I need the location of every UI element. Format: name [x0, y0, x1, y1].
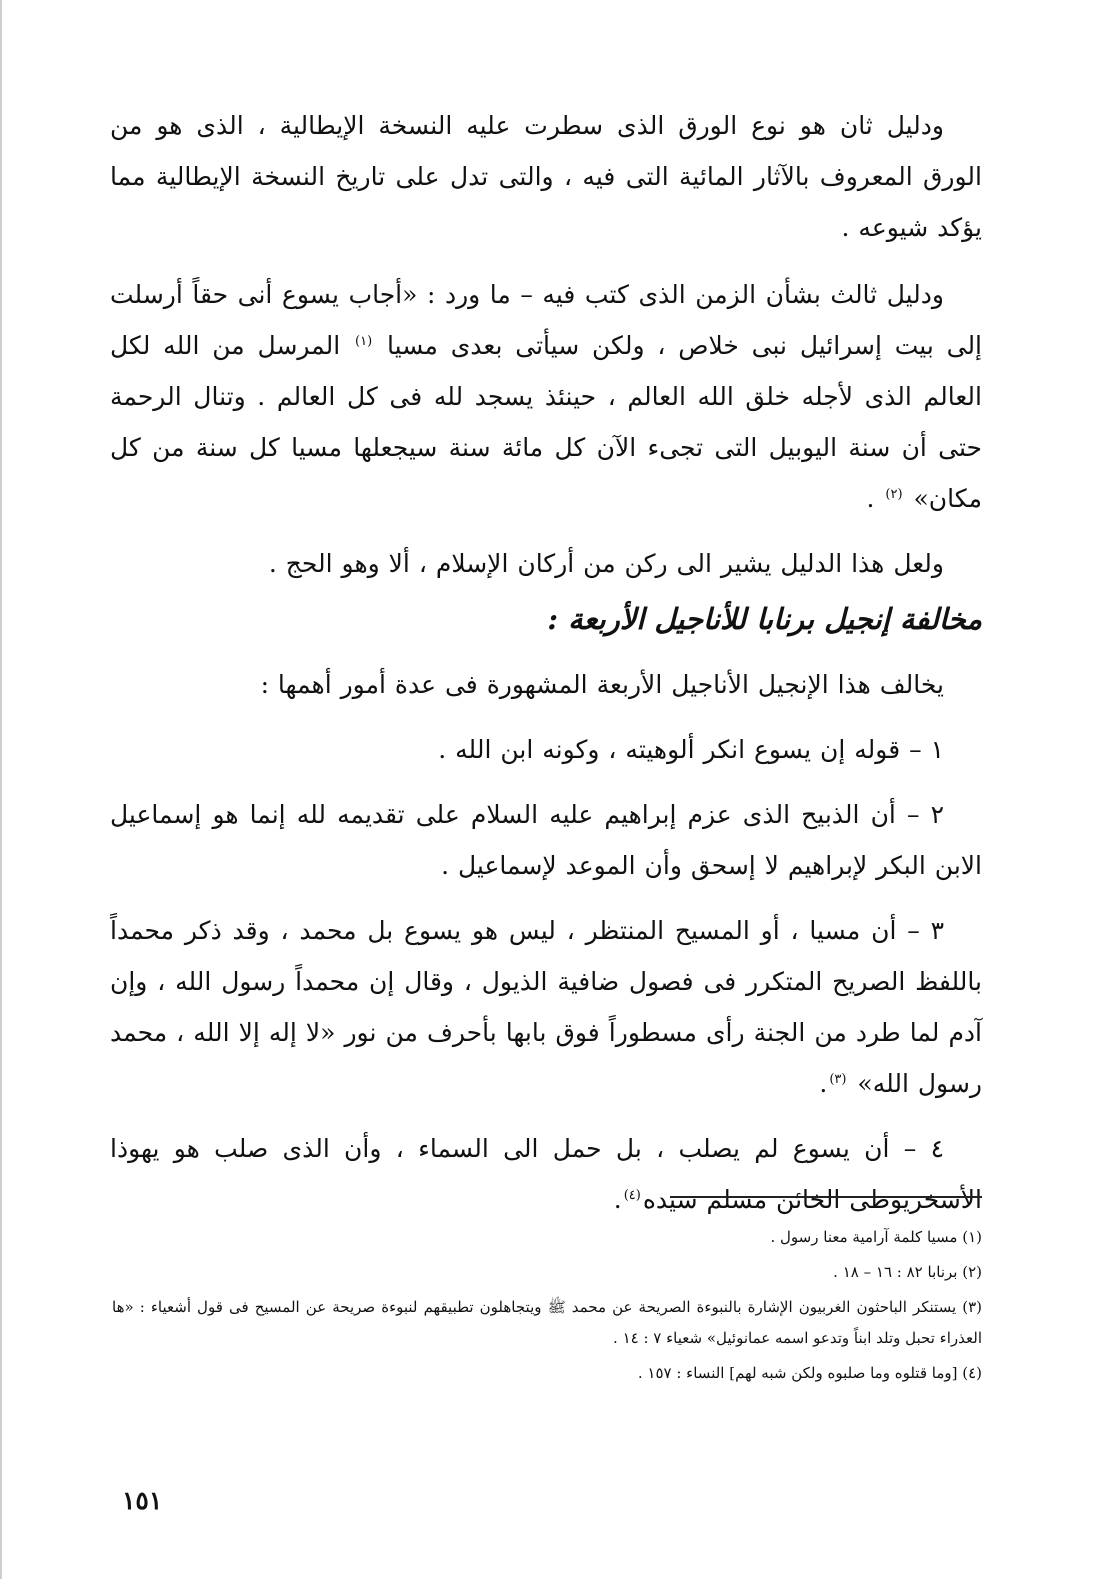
footnote-4: (٤) [وما قتلوه وما صلبوه ولكن شبه لهم] النساء : ١٥٧ . — [637, 1364, 982, 1382]
list-item-3 — [110, 905, 982, 1109]
footnote-ref-1[interactable]: (١) — [355, 333, 373, 349]
list-item-text: ٤ – أن يسوع لم يصلب ، بل حمل الى السماء ، وأن الذى صلب هو يهوذا الأسخريوطى الخائن مسلم سيده — [110, 1134, 982, 1214]
list-item-1: ١ – قوله إن يسوع انكر ألوهيته ، وكونه ابن الله . — [438, 735, 944, 764]
page-number: ١٥١ — [122, 1486, 163, 1515]
footnotes-section — [112, 1196, 982, 1393]
section-heading: مخالفة إنجيل برنابا للأناجيل الأربعة : — [547, 602, 982, 636]
footnote-1: (١) مسيا كلمة آرامية معنا رسول . — [770, 1228, 982, 1246]
footnote-2: (٢) برنابا ٨٢ : ١٦ – ١٨ . — [833, 1263, 982, 1281]
paragraph-text: . — [866, 484, 875, 513]
footnote-ref-3[interactable]: (٣) — [829, 1071, 847, 1087]
paragraph-text: المرسل من الله لكل العالم الذى لأجله خلق الله العالم ، حينئذ يسجد لله فى كل العالم . وتنال الرحمة حتى أن سنة اليوبيل التى تجىء الآن كل مائة سنة سيجعلها مسيا كل سنة من كل مكان» — [110, 331, 982, 513]
footnote-ref-2[interactable]: (٢) — [885, 486, 903, 502]
footnote-3: (٣) يستنكر الباحثون الغربيون الإشارة بالنبوءة الصريحة عن محمد ﷺ ويتجاهلون تطبيقهم لنبوءة صريحة عن المسيح فى قول أشعياء : «ها العذراء تحبل وتلد ابناً وتدعو اسمه عمانوئيل» شعياء ٧ : ١٤ . — [112, 1298, 982, 1347]
list-item-2: ٢ – أن الذبيح الذى عزم إبراهيم عليه السلام على تقديمه لله إنما هو إسماعيل الابن البكر لإبراهيم لا إسحق وأن الموعد لإسماعيل . — [110, 800, 982, 880]
list-item-text: ٣ – أن مسيا ، أو المسيح المنتظر ، ليس هو يسوع بل محمد ، وقد ذكر محمداً باللفظ الصريح المتكرر فى فصول ضافية الذيول ، وقال إن محمداً رسول الله ، وإن آدم لما طرد من الجنة رأى مسطوراً فوق بابها بأحرف من نور «لا إله إلا الله ، محمد رسول الله» — [110, 916, 982, 1098]
paragraph-time-evidence — [110, 269, 982, 524]
paragraph-intro: يخالف هذا الإنجيل الأناجيل الأربعة المشهورة فى عدة أمور أهمها : — [260, 670, 944, 699]
paragraph-hajj: ولعل هذا الدليل يشير الى ركن من أركان الإسلام ، ألا وهو الحج . — [268, 549, 944, 578]
list-item-text: . — [613, 1185, 622, 1214]
main-text — [110, 100, 982, 1225]
paragraph-paper-evidence: ودليل ثان هو نوع الورق الذى سطرت عليه النسخة الإيطالية ، الذى هو من الورق المعروف بالآثار المائية التى فيه ، والتى تدل على تاريخ النسخة الإيطالية مما يؤكد شيوعه . — [110, 111, 982, 242]
footnote-divider — [670, 1196, 982, 1198]
footnote-ref-4[interactable]: (٤) — [623, 1187, 641, 1203]
list-item-text: . — [819, 1069, 828, 1098]
paragraph-text: ودليل ثالث بشأن الزمن الذى كتب فيه – ما ورد : «أجاب يسوع أنى حقاً أرسلت إلى بيت إسرائيل نبى خلاص ، ولكن سيأتى بعدى مسيا — [110, 280, 983, 360]
